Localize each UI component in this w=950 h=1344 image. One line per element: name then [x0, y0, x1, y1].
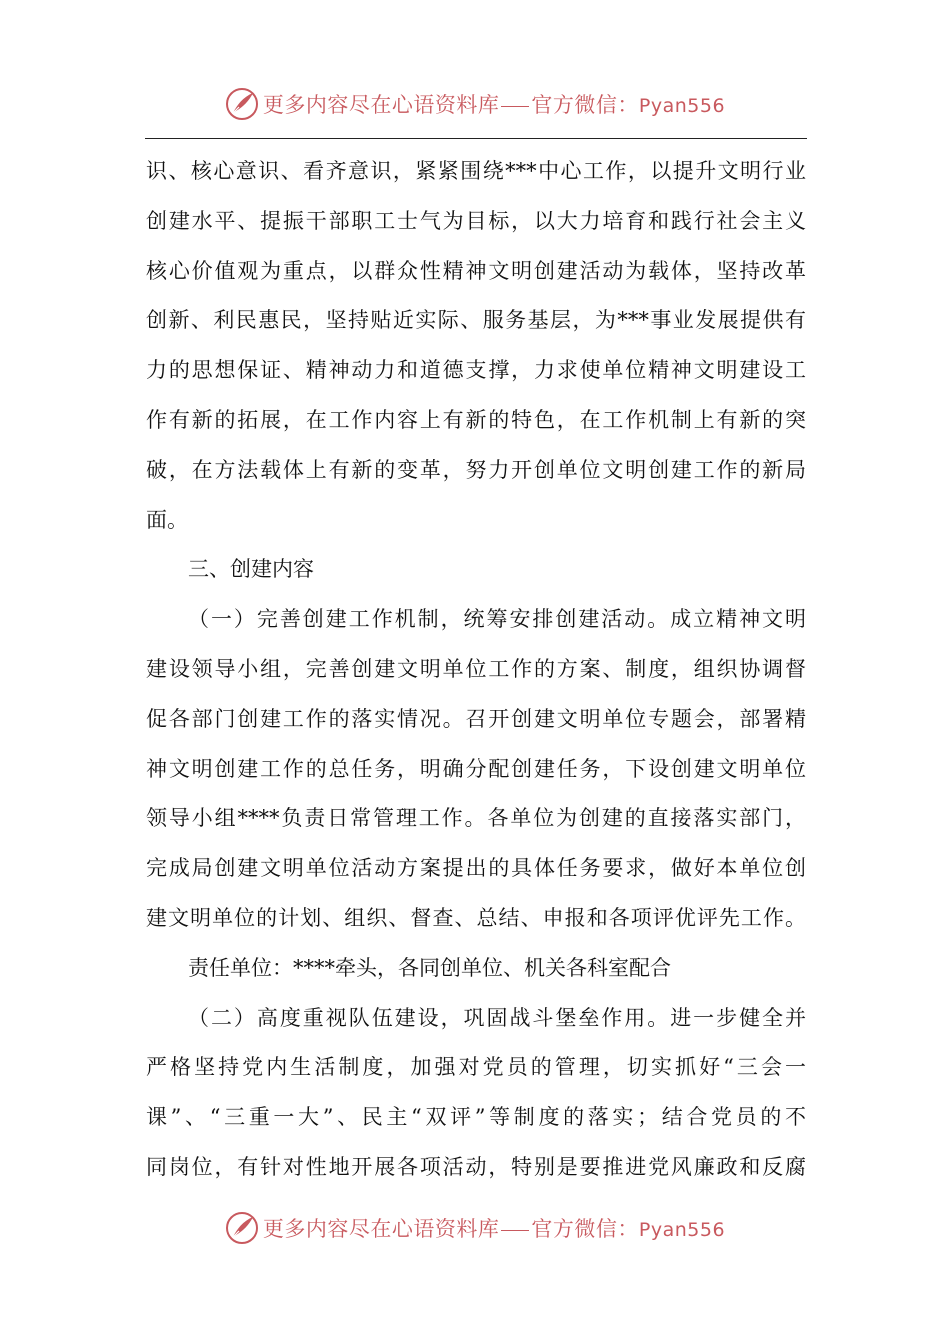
header-banner — [0, 84, 950, 124]
paragraph-line: 破，在方法载体上有新的变革，努力开创单位文明创建工作的新局 — [146, 457, 806, 482]
banner-main-text: 更多内容尽在心语资料库 — [262, 93, 500, 117]
quill-logo-icon — [225, 1211, 259, 1245]
paragraph-line: 建文明单位的计划、组织、督查、总结、申报和各项评优评先工作。 — [146, 905, 806, 930]
banner-main-text: 更多内容尽在心语资料库 — [262, 1217, 500, 1241]
document-body — [146, 147, 806, 1193]
paragraph-line: 核心价值观为重点，以群众性精神文明创建活动为载体，坚持改革 — [146, 258, 806, 283]
banner-text — [263, 1213, 725, 1243]
footer-banner — [0, 1208, 950, 1248]
banner-account: Pyan556 — [638, 1219, 726, 1241]
paragraph-line: 同岗位，有针对性地开展各项活动，特别是要推进党风廉政和反腐 — [146, 1154, 806, 1179]
banner-dash — [501, 1230, 529, 1231]
paragraph-line: 创新、利民惠民，坚持贴近实际、服务基层，为***事业发展提供有 — [146, 308, 806, 333]
paragraph-line: 神文明创建工作的总任务，明确分配创建任务，下设创建文明单位 — [146, 756, 806, 781]
paragraph-line: 识、核心意识、看齐意识，紧紧围绕***中心工作，以提升文明行业 — [146, 159, 806, 183]
paragraph-line: 面。 — [146, 507, 188, 532]
responsibility-line: 责任单位：****牵头，各同创单位、机关各科室配合 — [188, 955, 671, 980]
paragraph-line: 领导小组****负责日常管理工作。各单位为创建的直接落实部门， — [146, 806, 806, 831]
banner-sub-text: 官方微信： — [531, 1217, 639, 1241]
section-heading: 三、创建内容 — [188, 557, 314, 582]
paragraph-line: 力的思想保证、精神动力和道德支撑，力求使单位精神文明建设工 — [146, 358, 806, 383]
paragraph-line: 作有新的拓展，在工作内容上有新的特色，在工作机制上有新的突 — [146, 407, 806, 432]
banner-sub-text: 官方微信： — [531, 93, 639, 117]
paragraph-line: 课”、“三重一大”、民主“双评”等制度的落实；结合党员的不 — [146, 1105, 806, 1130]
paragraph-line: （二）高度重视队伍建设，巩固战斗堡垒作用。进一步健全并 — [188, 1005, 806, 1030]
paragraph-line: 严格坚持党内生活制度，加强对党员的管理，切实抓好“三会一 — [146, 1055, 806, 1080]
paragraph-line: （一）完善创建工作机制，统筹安排创建活动。成立精神文明 — [188, 607, 806, 632]
quill-logo-icon — [225, 87, 259, 121]
paragraph-line: 建设领导小组，完善创建文明单位工作的方案、制度，组织协调督 — [146, 656, 806, 681]
banner-text — [263, 89, 725, 119]
banner-account: Pyan556 — [638, 95, 726, 117]
paragraph-line: 创建水平、提振干部职工士气为目标，以大力培育和践行社会主义 — [146, 208, 806, 233]
paragraph-line: 完成局创建文明单位活动方案提出的具体任务要求，做好本单位创 — [146, 856, 806, 881]
paragraph-line: 促各部门创建工作的落实情况。召开创建文明单位专题会，部署精 — [146, 706, 806, 731]
header-rule — [145, 138, 807, 139]
banner-dash — [501, 106, 529, 107]
